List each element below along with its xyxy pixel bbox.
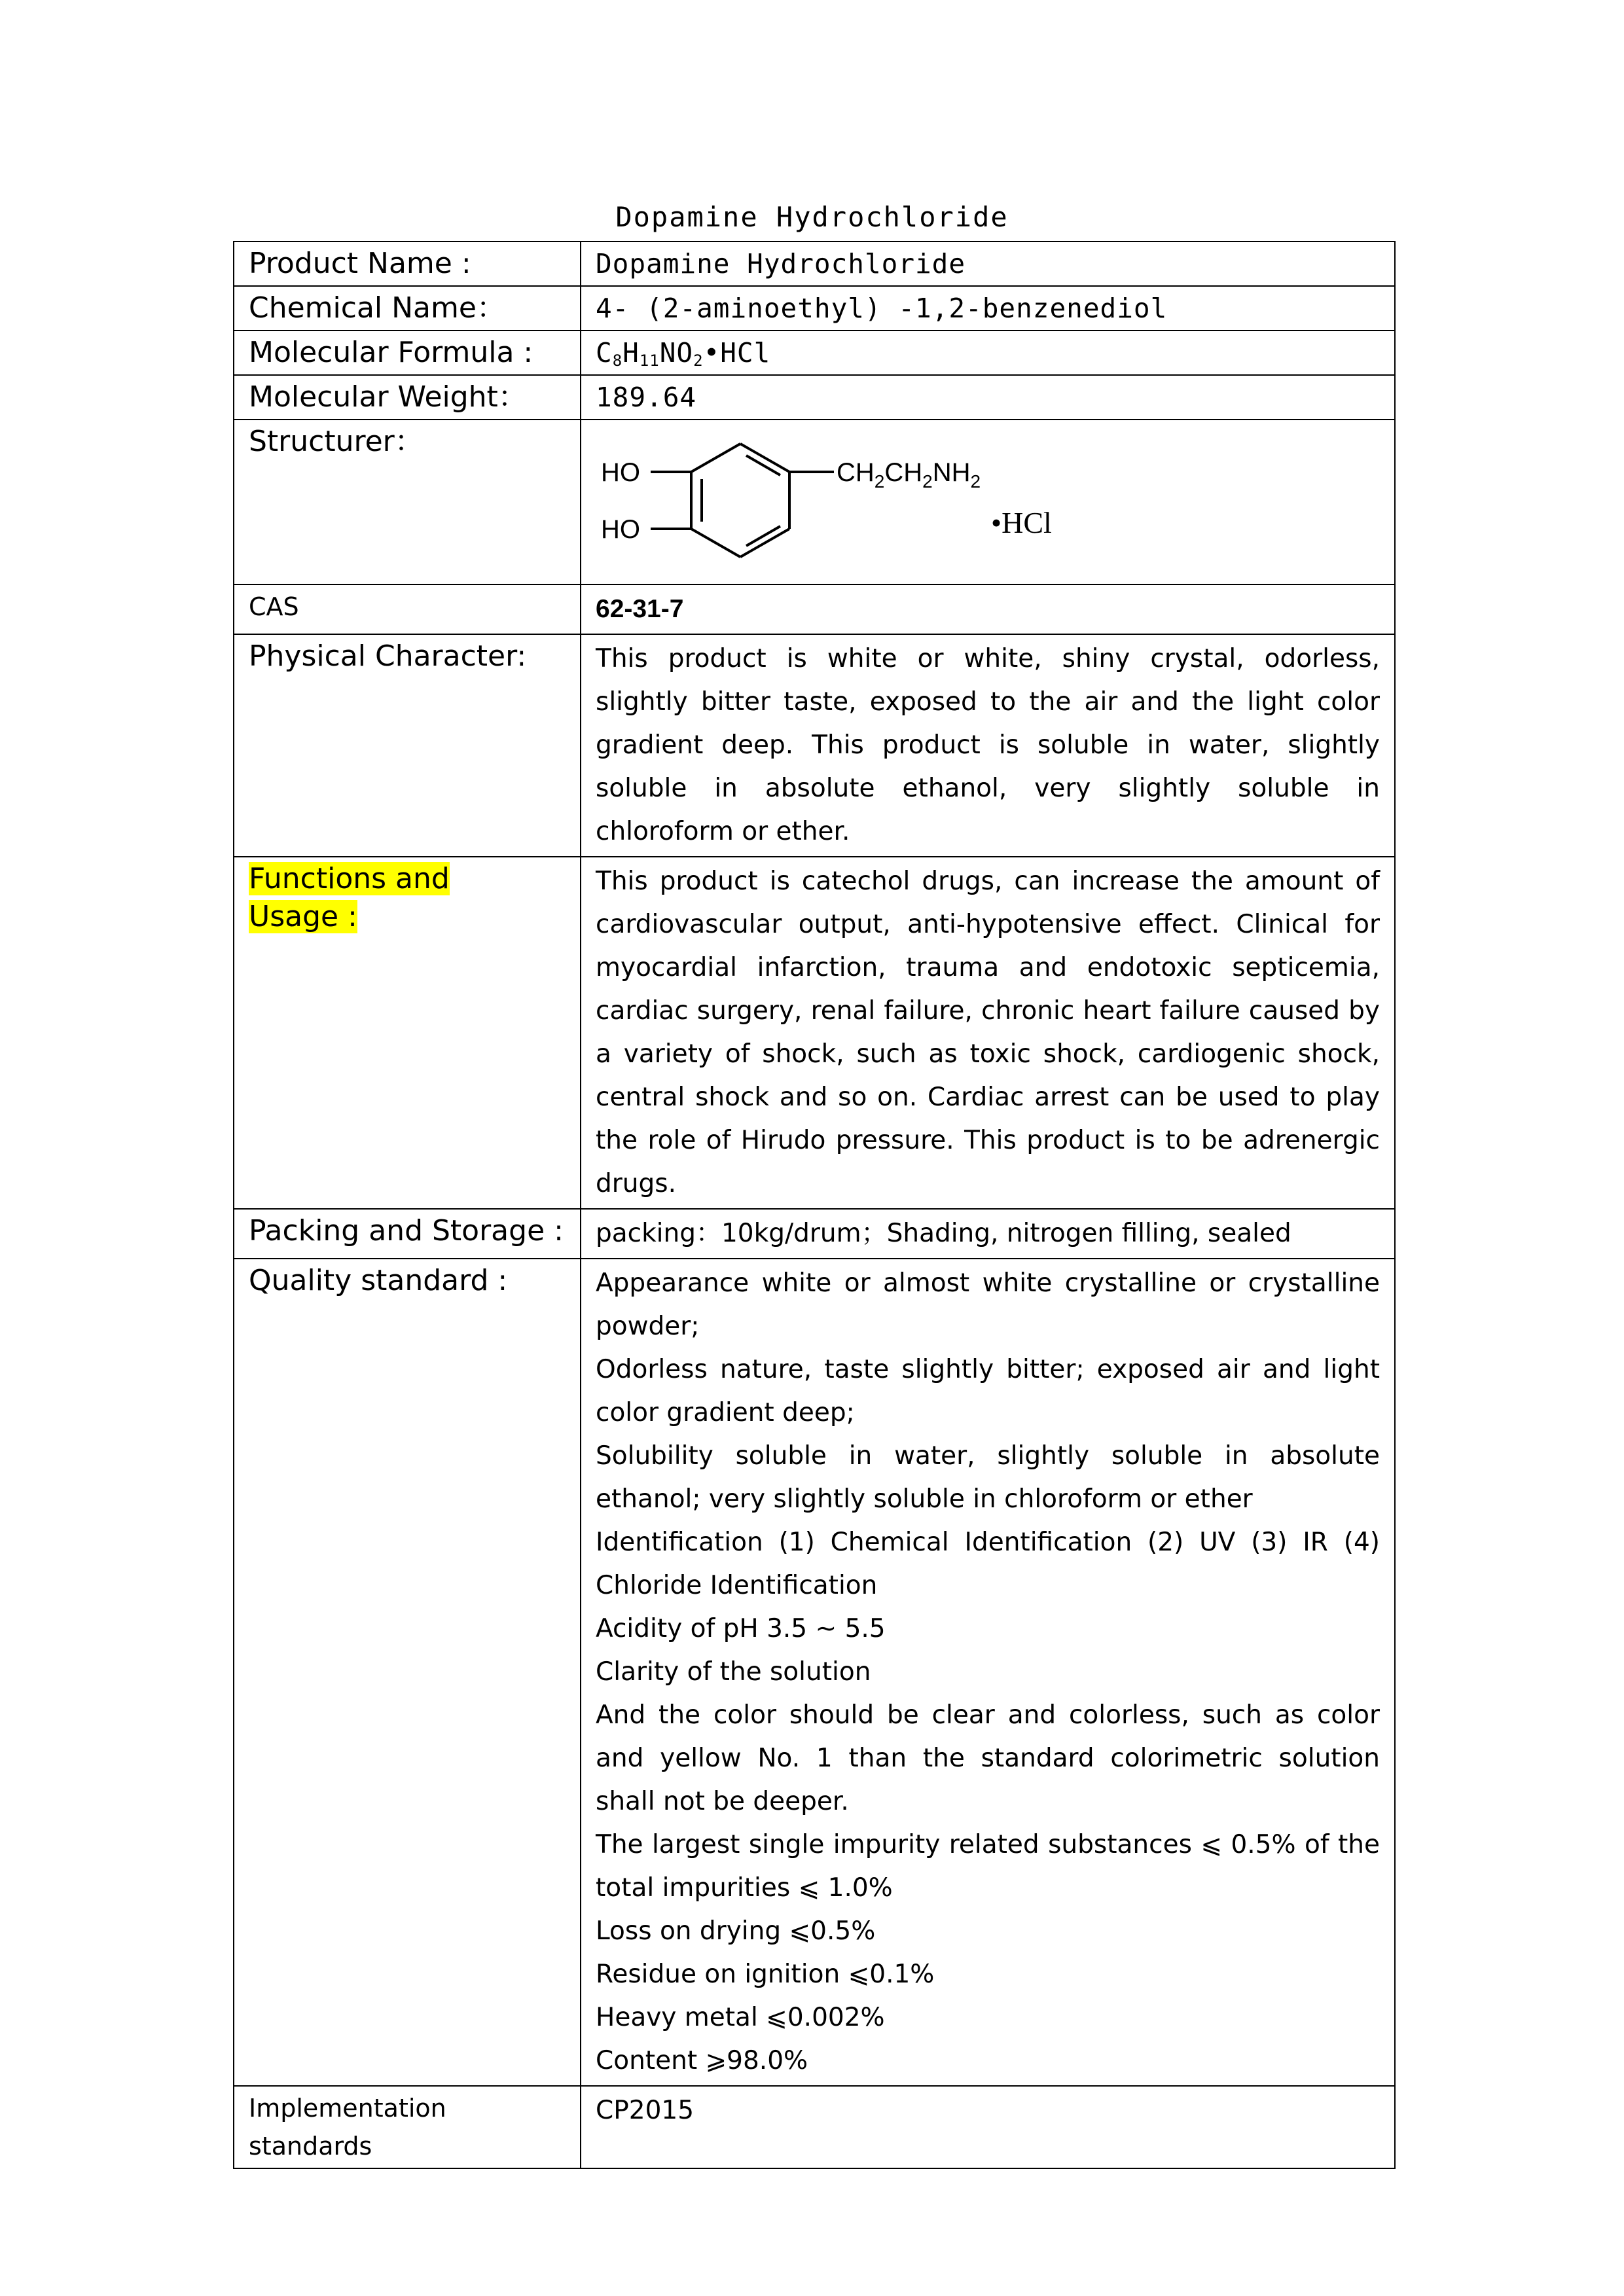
value-molecular-weight: 189.64 — [581, 375, 1395, 420]
value-cas: 62-31-7 — [581, 584, 1395, 634]
hcl-label: •HCl — [991, 506, 1052, 539]
label-chemical-name: Chemical Name： — [234, 286, 581, 331]
formula-h-sub: 11 — [639, 351, 660, 370]
specification-table — [233, 241, 1396, 2169]
label-implementation: Implementation standards — [234, 2086, 581, 2168]
formula-no-sub: 2 — [693, 351, 704, 370]
quality-item: Solubility soluble in water, slightly soluble in absolute ethanol; very slightly soluble in chloroform or ether — [596, 1441, 1380, 1514]
functions-usage-colon: : — [338, 900, 357, 933]
formula-h: H — [623, 337, 640, 368]
quality-item: Content ⩾98.0% — [596, 2046, 808, 2075]
formula-no: NO — [659, 337, 694, 368]
label-functions-usage — [234, 857, 581, 1209]
quality-item: The largest single impurity related substances ⩽ 0.5% of the total impurities ⩽ 1.0% — [596, 1830, 1380, 1903]
value-product-name: Dopamine Hydrochloride — [581, 242, 1395, 286]
quality-item: Identification (1) Chemical Identification (2) UV (3) IR (4) Chloride Identification — [596, 1528, 1380, 1600]
row-implementation — [234, 2086, 1395, 2168]
quality-item: Odorless nature, taste slightly bitter; exposed air and light color gradient deep; — [596, 1355, 1380, 1427]
quality-item: Heavy metal ⩽0.002% — [596, 2003, 885, 2032]
row-molecular-weight — [234, 375, 1395, 420]
document-title: Dopamine Hydrochloride — [615, 201, 1009, 233]
formula-c-sub: 8 — [612, 351, 623, 370]
label-structure: Structurer： — [234, 420, 581, 584]
bond-ring-4 — [740, 529, 789, 557]
row-packing-storage — [234, 1209, 1395, 1259]
quality-item: Appearance white or almost white crystalline or crystalline powder; — [596, 1268, 1380, 1341]
row-molecular-formula — [234, 331, 1395, 375]
row-chemical-name — [234, 286, 1395, 331]
chain-ch-1: CH — [837, 458, 875, 487]
chain-sub-2: 2 — [922, 471, 933, 492]
functions-usage-highlight: Functions and Usage — [249, 862, 450, 933]
chain-label — [837, 458, 981, 492]
label-molecular-weight: Molecular Weight： — [234, 375, 581, 420]
bond-ring-5 — [691, 529, 740, 557]
row-structure — [234, 420, 1395, 584]
quality-item: Acidity of pH 3.5 ~ 5.5 — [596, 1614, 886, 1643]
chain-sub-1: 2 — [874, 471, 885, 492]
chain-ch-2: CH — [884, 458, 923, 487]
quality-item: Loss on drying ⩽0.5% — [596, 1916, 876, 1946]
row-quality-standard — [234, 1259, 1395, 2086]
formula-c: C — [596, 337, 613, 368]
row-product-name — [234, 242, 1395, 286]
quality-item: Clarity of the solution — [596, 1657, 871, 1687]
structure-svg — [581, 420, 1426, 586]
label-packing-storage: Packing and Storage : — [234, 1209, 581, 1259]
quality-item: Residue on ignition ⩽0.1% — [596, 1960, 935, 1989]
ho-bottom-label: HO — [601, 515, 640, 544]
value-molecular-formula — [581, 331, 1395, 375]
quality-item: And the color should be clear and colorless, such as color and yellow No. 1 than the standard colorimetric solution shall not be deeper. — [596, 1700, 1380, 1816]
label-molecular-formula: Molecular Formula : — [234, 331, 581, 375]
value-quality-standard — [581, 1259, 1395, 2086]
value-functions-usage: This product is catechol drugs, can increase the amount of cardiovascular output, anti-hypotensive effect. Clinical for myocardial infarction, trauma and endotoxic septicemia, cardiac surgery, renal failure, chronic heart failure caused by a variety of shock, such as toxic shock, cardiogenic shock, central shock and so on. Cardiac arrest can be used to play the role of Hirudo pressure. This product is to be adrenergic drugs. — [581, 857, 1395, 1209]
bond-double-1 — [746, 456, 780, 475]
structure-diagram — [581, 420, 1395, 584]
row-physical-character — [234, 634, 1395, 857]
label-product-name: Product Name : — [234, 242, 581, 286]
value-chemical-name: 4- (2-aminoethyl) -1,2-benzenediol — [581, 286, 1395, 331]
label-quality-standard: Quality standard : — [234, 1259, 581, 2086]
chain-sub-3: 2 — [970, 471, 981, 492]
value-implementation: CP2015 — [581, 2086, 1395, 2168]
formula-salt: •HCl — [703, 337, 771, 368]
bond-ring-1 — [691, 444, 740, 472]
row-cas — [234, 584, 1395, 634]
row-functions-usage — [234, 857, 1395, 1209]
value-packing-storage: packing：10kg/drum；Shading, nitrogen filling, sealed — [581, 1209, 1395, 1259]
label-physical-character: Physical Character: — [234, 634, 581, 857]
chain-nh: NH — [932, 458, 971, 487]
ho-top-label: HO — [601, 458, 640, 487]
value-physical-character: This product is white or white, shiny crystal, odorless, slightly bitter taste, exposed to the air and the light color gradient deep. This product is soluble in water, slightly soluble in absolute ethanol, very slightly soluble in chloroform or ether. — [581, 634, 1395, 857]
label-cas: CAS — [234, 584, 581, 634]
